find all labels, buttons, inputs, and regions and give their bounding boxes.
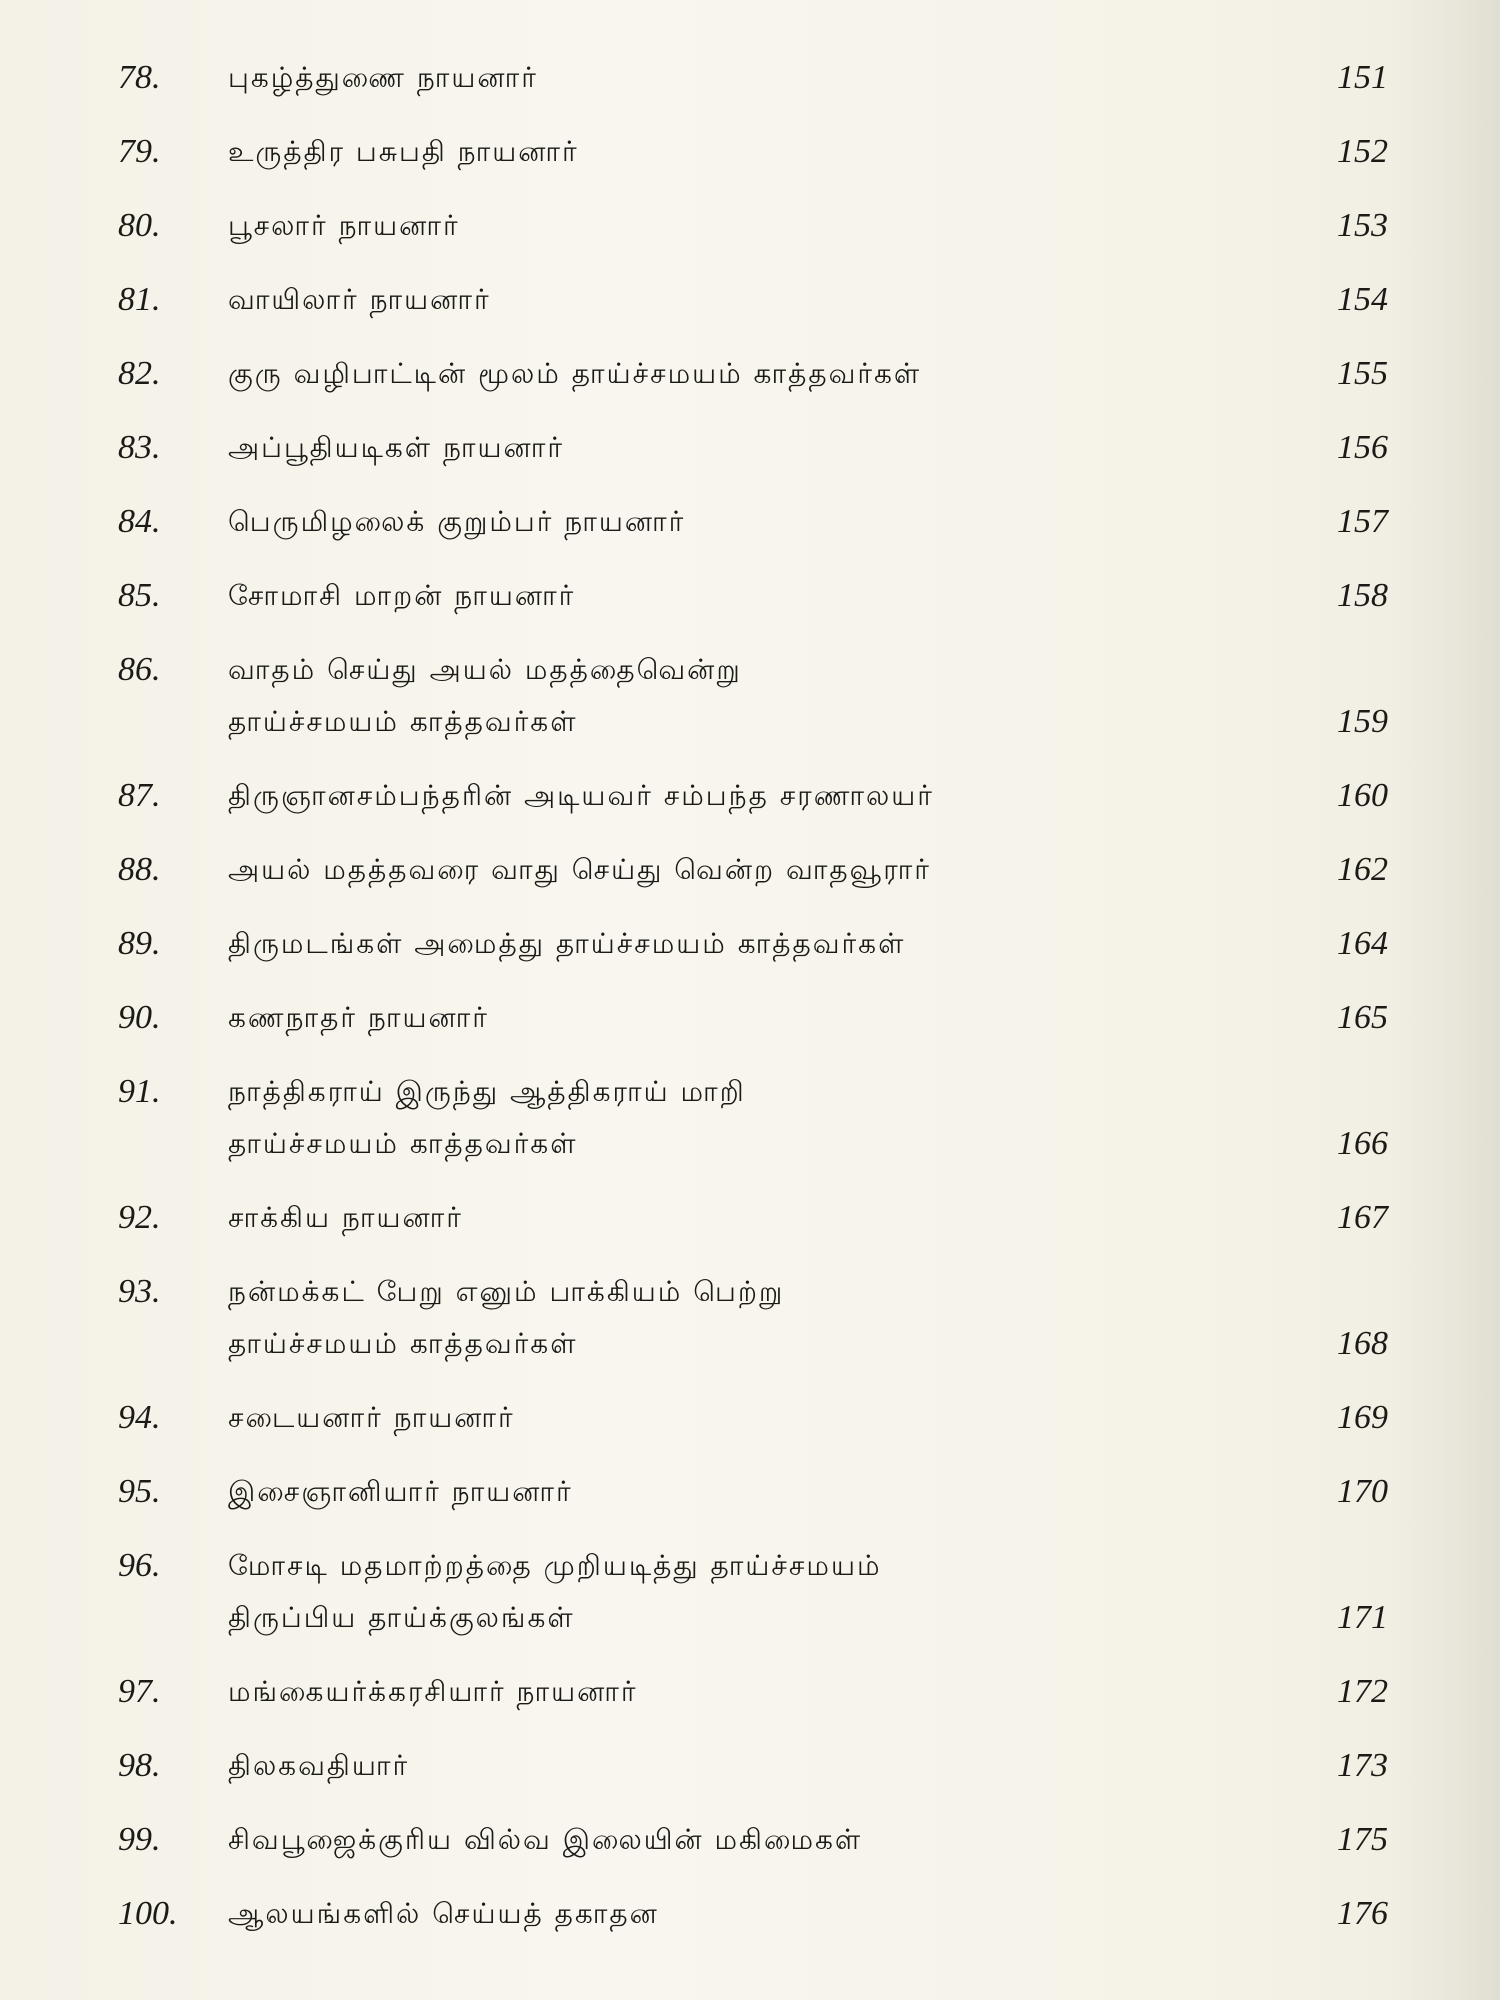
entry-title <box>218 348 1218 400</box>
entry-number: 89. <box>118 925 161 962</box>
entry-title <box>218 422 1218 474</box>
entry-number: 95. <box>118 1473 161 1510</box>
entry-page-number: 159 <box>1337 703 1388 740</box>
entry-page-number: 172 <box>1337 1673 1388 1710</box>
entry-title <box>218 1066 1218 1170</box>
toc-entry <box>118 52 1388 104</box>
entry-number: 94. <box>118 1399 161 1436</box>
entry-number: 84. <box>118 503 161 540</box>
entry-title <box>218 1466 1218 1518</box>
entry-title-line: திருஞானசம்பந்தரின் அடியவர் சம்பந்த சரணாலயர் <box>228 779 934 812</box>
entry-title-line: திருமடங்கள் அமைத்து தாய்ச்சமயம் காத்தவர்கள் <box>228 927 906 960</box>
entry-title-line: அயல் மதத்தவரை வாது செய்து வென்ற வாதவூரார் <box>228 853 931 886</box>
entry-title-line: சிவபூஜைக்குரிய வில்வ இலையின் மகிமைகள் <box>228 1823 863 1856</box>
entry-number: 90. <box>118 999 161 1036</box>
entry-number: 92. <box>118 1199 161 1236</box>
entry-page-number: 176 <box>1337 1895 1388 1932</box>
toc-entry <box>118 1814 1388 1866</box>
entry-number: 100. <box>118 1895 178 1932</box>
entry-title <box>218 992 1218 1044</box>
entry-page-number: 165 <box>1337 999 1388 1036</box>
entry-title <box>218 1392 1218 1444</box>
entry-title-line: நன்மக்கட் பேறு எனும் பாக்கியம் பெற்று <box>228 1275 785 1308</box>
entry-title-line: பெருமிழலைக் குறும்பர் நாயனார் <box>228 505 686 538</box>
entry-title <box>218 274 1218 326</box>
entry-title <box>218 52 1218 104</box>
toc-entry <box>118 918 1388 970</box>
entry-title-line: திலகவதியார் <box>228 1749 410 1782</box>
entry-title-line: உருத்திர பசுபதி நாயனார் <box>228 135 579 168</box>
entry-title-line: மங்கையர்க்கரசியார் நாயனார் <box>228 1675 638 1708</box>
entry-title-line: சாக்கிய நாயனார் <box>228 1201 463 1234</box>
toc-entry <box>118 1266 1388 1370</box>
entry-number: 88. <box>118 851 161 888</box>
entry-title <box>218 1888 1218 1940</box>
entry-number: 85. <box>118 577 161 614</box>
entry-page-number: 158 <box>1337 577 1388 614</box>
entry-title-line: ஆலயங்களில் செய்யத் தகாதன <box>228 1897 659 1930</box>
entry-page-number: 171 <box>1337 1599 1388 1636</box>
entry-title-line: மோசடி மதமாற்றத்தை முறியடித்து தாய்ச்சமயம் <box>228 1549 882 1582</box>
entry-number: 93. <box>118 1273 161 1310</box>
toc-entry <box>118 1888 1388 1940</box>
entry-title-line: இசைஞானியார் நாயனார் <box>228 1475 573 1508</box>
toc-entry <box>118 200 1388 252</box>
entry-title <box>218 770 1218 822</box>
toc-entry <box>118 348 1388 400</box>
entry-title-line: திருப்பிய தாய்க்குலங்கள் <box>228 1601 575 1634</box>
entry-title <box>218 1540 1218 1644</box>
entry-title <box>218 844 1218 896</box>
entry-number: 91. <box>118 1073 161 1110</box>
entry-page-number: 169 <box>1337 1399 1388 1436</box>
toc-entry <box>118 1666 1388 1718</box>
entry-number: 97. <box>118 1673 161 1710</box>
toc-entry <box>118 1540 1388 1644</box>
entry-title-line: வாயிலார் நாயனார் <box>228 283 491 316</box>
entry-title <box>218 1266 1218 1370</box>
toc-entry <box>118 770 1388 822</box>
entry-title <box>218 200 1218 252</box>
entry-page-number: 157 <box>1337 503 1388 540</box>
entry-title-line: தாய்ச்சமயம் காத்தவர்கள் <box>228 1327 578 1360</box>
entry-title-line: தாய்ச்சமயம் காத்தவர்கள் <box>228 1127 578 1160</box>
entry-page-number: 154 <box>1337 281 1388 318</box>
entry-page-number: 162 <box>1337 851 1388 888</box>
entry-number: 78. <box>118 59 161 96</box>
toc-entry <box>118 422 1388 474</box>
toc-entry <box>118 1466 1388 1518</box>
entry-page-number: 168 <box>1337 1325 1388 1362</box>
entry-page-number: 166 <box>1337 1125 1388 1162</box>
entry-title-line: அப்பூதியடிகள் நாயனார் <box>228 431 564 464</box>
entry-title <box>218 1740 1218 1792</box>
entry-page-number: 170 <box>1337 1473 1388 1510</box>
entry-title <box>218 918 1218 970</box>
entry-title-line: கணநாதர் நாயனார் <box>228 1001 489 1034</box>
entry-number: 83. <box>118 429 161 466</box>
toc-entry <box>118 992 1388 1044</box>
entry-number: 96. <box>118 1547 161 1584</box>
entry-title-line: சடையனார் நாயனார் <box>228 1401 515 1434</box>
entry-page-number: 160 <box>1337 777 1388 814</box>
entry-title <box>218 1192 1218 1244</box>
entry-page-number: 167 <box>1337 1199 1388 1236</box>
entry-number: 98. <box>118 1747 161 1784</box>
toc-entry <box>118 1192 1388 1244</box>
entry-page-number: 153 <box>1337 207 1388 244</box>
entry-title-line: புகழ்த்துணை நாயனார் <box>228 61 538 94</box>
entry-title-line: பூசலார் நாயனார் <box>228 209 460 242</box>
entry-number: 87. <box>118 777 161 814</box>
entry-page-number: 151 <box>1337 59 1388 96</box>
entry-title <box>218 1814 1218 1866</box>
entry-title-line: தாய்ச்சமயம் காத்தவர்கள் <box>228 705 578 738</box>
toc-entry <box>118 1066 1388 1170</box>
toc-entry <box>118 274 1388 326</box>
entry-title-line: குரு வழிபாட்டின் மூலம் தாய்ச்சமயம் காத்தவர்கள் <box>228 357 922 390</box>
entry-title <box>218 570 1218 622</box>
entry-page-number: 164 <box>1337 925 1388 962</box>
entry-page-number: 156 <box>1337 429 1388 466</box>
toc-entry <box>118 570 1388 622</box>
entry-page-number: 152 <box>1337 133 1388 170</box>
entry-number: 99. <box>118 1821 161 1858</box>
toc-entry <box>118 644 1388 748</box>
entry-title <box>218 496 1218 548</box>
entry-page-number: 155 <box>1337 355 1388 392</box>
entry-number: 79. <box>118 133 161 170</box>
toc-entry <box>118 1392 1388 1444</box>
toc-entry <box>118 844 1388 896</box>
entry-number: 86. <box>118 651 161 688</box>
page-edge-shadow <box>1390 0 1500 2000</box>
entry-title <box>218 1666 1218 1718</box>
entry-title <box>218 644 1218 748</box>
toc-entry <box>118 496 1388 548</box>
entry-title-line: நாத்திகராய் இருந்து ஆத்திகராய் மாறி <box>228 1075 746 1108</box>
entry-number: 82. <box>118 355 161 392</box>
entry-number: 80. <box>118 207 161 244</box>
entry-title-line: சோமாசி மாறன் நாயனார் <box>228 579 576 612</box>
table-of-contents <box>118 52 1388 1962</box>
entry-title-line: வாதம் செய்து அயல் மதத்தைவென்று <box>228 653 742 686</box>
entry-page-number: 175 <box>1337 1821 1388 1858</box>
toc-entry <box>118 126 1388 178</box>
entry-page-number: 173 <box>1337 1747 1388 1784</box>
entry-number: 81. <box>118 281 161 318</box>
toc-entry <box>118 1740 1388 1792</box>
entry-title <box>218 126 1218 178</box>
